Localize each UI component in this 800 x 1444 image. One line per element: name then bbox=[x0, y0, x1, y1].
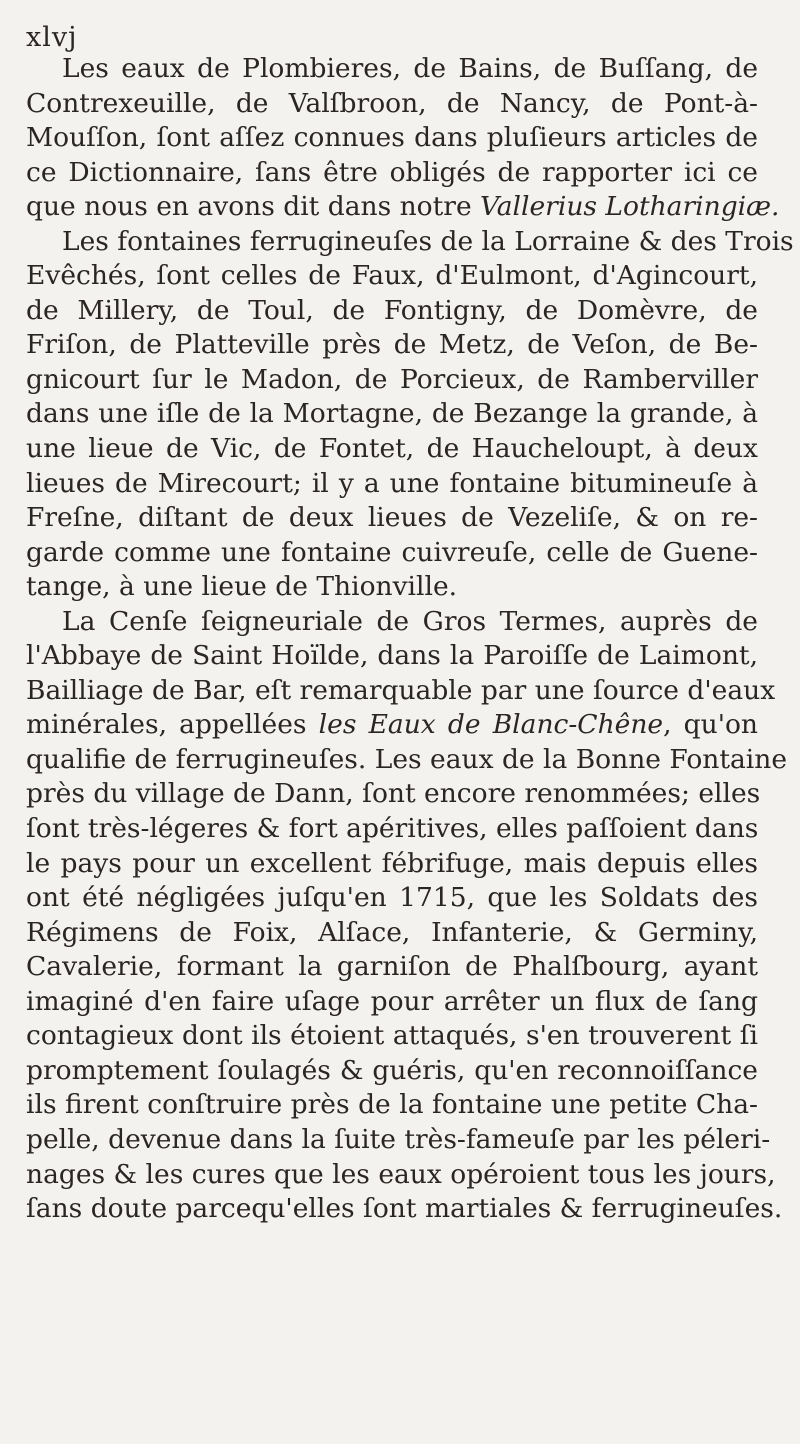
text-line bbox=[26, 1088, 758, 1123]
text-line bbox=[26, 432, 758, 467]
text-segment: Freſne, diſtant de deux lieues de Vezeliſe, & on re- bbox=[26, 502, 758, 534]
paragraph bbox=[26, 605, 788, 1227]
italic-text: Vallerius Lotharingiæ. bbox=[480, 191, 780, 223]
text-segment: ils firent conſtruire près de la fontaine une petite Cha- bbox=[26, 1089, 758, 1121]
text-line bbox=[26, 570, 758, 605]
text-line bbox=[26, 52, 758, 87]
text-segment: Les eaux de Plombieres, de Bains, de Buſſang, de bbox=[62, 53, 758, 84]
text-segment: , qu'on bbox=[663, 709, 758, 741]
text-line bbox=[26, 536, 758, 571]
text-segment: que nous en avons dit dans notre bbox=[26, 191, 481, 223]
text-line bbox=[26, 708, 758, 743]
text-line bbox=[26, 881, 758, 916]
text-segment: le pays pour un excellent fébrifuge, mais depuis elles bbox=[26, 847, 758, 879]
text-segment: Mouſſon, ſont aſſez connues dans pluſieurs articles de bbox=[26, 122, 758, 154]
paragraph bbox=[26, 225, 794, 605]
text-line bbox=[26, 328, 758, 363]
text-line bbox=[26, 1158, 776, 1193]
text-line bbox=[26, 501, 758, 536]
text-line bbox=[26, 156, 758, 191]
paragraph bbox=[26, 52, 780, 225]
text-segment: nages & les cures que les eaux opéroient tous les jours, bbox=[26, 1158, 776, 1190]
text-line bbox=[26, 950, 758, 985]
italic-text: les Eaux de Blanc-Chêne bbox=[318, 709, 664, 741]
text-line bbox=[26, 467, 758, 502]
text-line bbox=[26, 397, 758, 432]
text-segment: qualifie de ferrugineuſes. Les eaux de la Bonne Fontaine bbox=[26, 743, 788, 775]
text-segment: garde comme une fontaine cuivreuſe, celle de Guene- bbox=[26, 536, 758, 568]
text-segment: pelle, devenue dans la ſuite très-fameuſe par les péleri- bbox=[26, 1123, 771, 1155]
text-line bbox=[26, 639, 758, 674]
text-line bbox=[26, 190, 780, 225]
text-line bbox=[26, 1123, 771, 1158]
text-line bbox=[26, 605, 758, 640]
text-segment: près du village de Dann, ſont encore renommées; elles bbox=[26, 778, 761, 810]
text-segment: tange, à une lieue de Thionville. bbox=[26, 571, 458, 603]
text-line bbox=[26, 121, 758, 156]
text-line bbox=[26, 743, 788, 778]
text-segment: Evêchés, ſont celles de Faux, d'Eulmont, d'Agincourt, bbox=[26, 260, 758, 292]
text-segment: La Cenſe ſeigneuriale de Gros Termes, auprès de bbox=[62, 605, 758, 637]
text-segment: ſans doute parcequ'elles ſont martiales & ferrugineuſes. bbox=[26, 1193, 783, 1225]
text-segment: ont été négligées juſqu'en 1715, que les Soldats des bbox=[26, 882, 758, 914]
text-segment: promptement ſoulagés & guéris, qu'en reconnoiſſance bbox=[26, 1054, 758, 1086]
text-line bbox=[26, 847, 758, 882]
text-segment: Les fontaines ferrugineuſes de la Lorraine & des Trois bbox=[62, 225, 794, 257]
text-line bbox=[26, 674, 776, 709]
text-segment: gnicourt ſur le Madon, de Porcieux, de Ramberviller bbox=[26, 363, 758, 395]
text-line bbox=[26, 1019, 758, 1054]
text-line bbox=[26, 259, 758, 294]
text-line bbox=[26, 87, 758, 122]
text-segment: dans une iſle de la Mortagne, de Bezange la grande, à bbox=[26, 398, 758, 430]
text-line bbox=[26, 225, 794, 260]
text-segment: Bailliage de Bar, eſt remarquable par une ſource d'eaux bbox=[26, 674, 776, 706]
text-segment: une lieue de Vic, de Fontet, de Haucheloupt, à deux bbox=[26, 433, 758, 465]
text-line bbox=[26, 1192, 783, 1227]
text-segment: lieues de Mirecourt; il y a une fontaine bitumineuſe à bbox=[26, 467, 758, 499]
text-segment: Friſon, de Platteville près de Metz, de Veſon, de Be- bbox=[26, 329, 758, 361]
page-number: xlvj bbox=[26, 22, 78, 53]
text-segment: ce Dictionnaire, ſans être obligés de rapporter ici ce bbox=[26, 156, 758, 188]
body-text bbox=[26, 52, 794, 1227]
text-segment: ſont très-légeres & fort apéritives, elles paſſoient dans bbox=[26, 813, 759, 845]
text-line bbox=[26, 777, 761, 812]
text-segment: Contrexeuille, de Valſbroon, de Nancy, de Pont-à- bbox=[26, 87, 758, 119]
text-line bbox=[26, 294, 758, 329]
text-segment: Cavalerie, formant la garniſon de Phalſbourg, ayant bbox=[26, 951, 758, 983]
text-segment: Régimens de Foix, Alſace, Infanterie, & Germiny, bbox=[26, 916, 758, 948]
text-segment: l'Abbaye de Saint Hoïlde, dans la Paroiſſe de Laimont, bbox=[26, 640, 758, 672]
text-line bbox=[26, 363, 758, 398]
text-line bbox=[26, 812, 758, 847]
text-segment: imaginé d'en faire uſage pour arrêter un flux de ſang bbox=[26, 985, 758, 1017]
text-line bbox=[26, 916, 758, 951]
text-line bbox=[26, 985, 758, 1020]
text-line bbox=[26, 1054, 758, 1089]
text-segment: minérales, appellées bbox=[26, 709, 319, 741]
text-segment: de Millery, de Toul, de Fontigny, de Domèvre, de bbox=[26, 294, 758, 326]
text-segment: contagieux dont ils étoient attaqués, s'en trouverent ſi bbox=[26, 1020, 758, 1052]
